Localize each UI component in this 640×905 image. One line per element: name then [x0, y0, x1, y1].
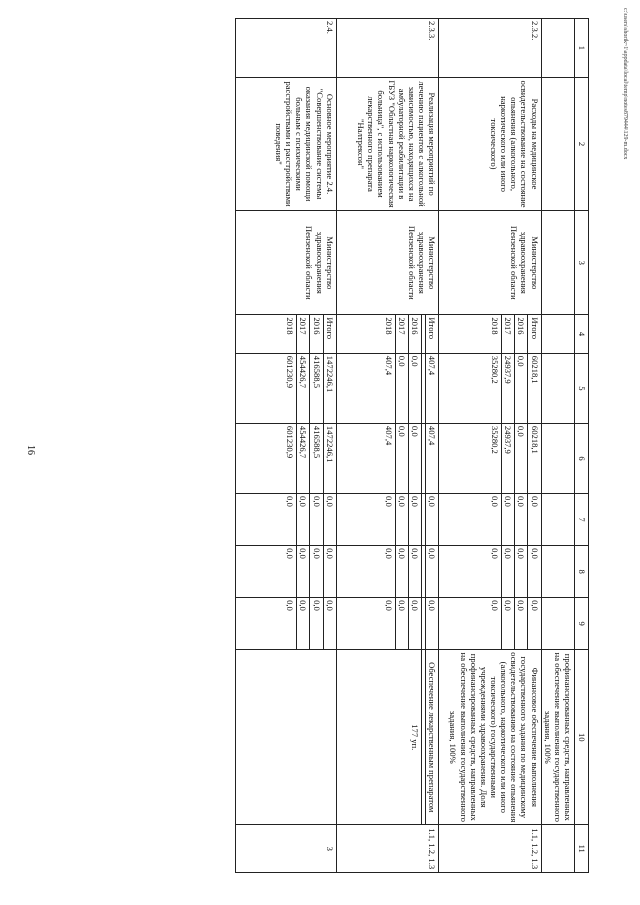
value-cell: 24937,9: [502, 423, 515, 493]
value-cell: 0,0: [297, 598, 310, 650]
value-cell: 416588,5: [310, 353, 323, 423]
value-cell: 0,0: [528, 546, 541, 598]
value-cell: 0,0: [297, 494, 310, 546]
header-col-5: 5: [575, 353, 589, 423]
value-cell: 60218,1: [528, 353, 541, 423]
value-cell: 0,0: [408, 353, 421, 423]
carry-over-indicator: профинансированных средств, направленных на обеспечение выполнения государственного задания, 100%: [541, 650, 574, 825]
row-number: 2.3.3.: [336, 19, 438, 78]
value-cell: 454426,7: [297, 423, 310, 493]
table-row: [528, 19, 541, 873]
header-col-4: 4: [575, 315, 589, 353]
value-cell: 0,0: [502, 546, 515, 598]
value-cell: 454426,7: [297, 353, 310, 423]
value-cell: 35280,2: [439, 353, 502, 423]
header-col-6: 6: [575, 423, 589, 493]
value-cell: 1472246,1: [323, 353, 336, 423]
value-cell: 0,0: [426, 598, 439, 650]
value-cell: 0,0: [310, 546, 323, 598]
header-row: [575, 19, 589, 873]
value-cell: 0,0: [336, 494, 395, 546]
year-cell: 2017: [297, 315, 310, 353]
value-cell: 0,0: [515, 546, 528, 598]
value-cell: 0,0: [236, 598, 297, 650]
value-cell: 601230,9: [236, 423, 297, 493]
measure-name: Расходы на медицинское освидетельствование на состояние опьянения (алкогольного, наркотического или иного токсического): [439, 77, 541, 210]
value-cell: 1472246,1: [323, 423, 336, 493]
value-cell: 0,0: [515, 353, 528, 423]
executor: Министерство здравоохранения Пензенской области: [236, 211, 336, 315]
header-col-7: 7: [575, 494, 589, 546]
page-number: 16: [25, 445, 36, 455]
year-cell: Итого: [426, 315, 439, 353]
year-cell: 2016: [515, 315, 528, 353]
value-cell: 0,0: [515, 494, 528, 546]
header-col-11: 11: [575, 825, 589, 873]
value-cell: 0,0: [236, 494, 297, 546]
value-cell: 0,0: [426, 546, 439, 598]
header-col-10: 10: [575, 650, 589, 825]
header-col-2: 2: [575, 77, 589, 210]
value-cell: 0,0: [310, 598, 323, 650]
program-table: [235, 18, 589, 873]
value-cell: 35280,2: [439, 423, 502, 493]
value-cell: 0,0: [395, 546, 408, 598]
table-row: [426, 19, 439, 873]
value-cell: 0,0: [297, 546, 310, 598]
value-cell: 0,0: [439, 494, 502, 546]
indicator-text: Обеспечение лекарственным препаратом: [426, 650, 439, 825]
carry-over-row: [541, 19, 574, 873]
link-cell: 1.1, 1.2, 1.3: [439, 825, 541, 873]
value-cell: 60218,1: [528, 423, 541, 493]
value-cell: 0,0: [528, 598, 541, 650]
year-cell: 2017: [395, 315, 408, 353]
file-path-footer: c:\users\shorik~1\appdata\local\temp\notes879444\129-m.docx: [622, 8, 628, 160]
row-number: 2.3.2.: [439, 19, 541, 78]
value-cell: 0,0: [515, 598, 528, 650]
header-col-9: 9: [575, 598, 589, 650]
header-col-8: 8: [575, 546, 589, 598]
year-cell: Итого: [528, 315, 541, 353]
row-number: 2.4.: [236, 19, 336, 78]
value-cell: 0,0: [502, 598, 515, 650]
value-cell: 0,0: [236, 546, 297, 598]
value-cell: 0,0: [395, 353, 408, 423]
year-cell: 2017: [502, 315, 515, 353]
indicator-text: [236, 650, 336, 825]
value-cell: 0,0: [395, 423, 408, 493]
value-cell: 0,0: [515, 423, 528, 493]
header-col-1: 1: [575, 19, 589, 78]
value-cell: 0,0: [336, 598, 395, 650]
header-col-3: 3: [575, 211, 589, 315]
value-cell: 0,0: [408, 598, 421, 650]
value-cell: 24937,9: [502, 353, 515, 423]
link-cell: 3: [236, 825, 336, 873]
value-cell: 407,4: [336, 423, 395, 493]
value-cell: 407,4: [336, 353, 395, 423]
value-cell: 407,4: [426, 423, 439, 493]
measure-name: Реализация мероприятий по лечению пациентов с алкогольной зависимостью, находящихся на амбулаторной реабилитации в ГБУЗ "Областная наркологическая больница", с использованием лекарственного препарата "Налтрексон": [336, 77, 438, 210]
value-cell: 0,0: [528, 494, 541, 546]
year-cell: 2018: [236, 315, 297, 353]
value-cell: 0,0: [323, 494, 336, 546]
year-cell: 2016: [310, 315, 323, 353]
value-cell: 0,0: [502, 494, 515, 546]
value-cell: 0,0: [439, 546, 502, 598]
value-cell: 601230,9: [236, 353, 297, 423]
value-cell: 0,0: [323, 598, 336, 650]
rotated-table-container: [85, 18, 589, 873]
measure-name: Основное мероприятие 2.4. "Совершенствование системы оказания медицинской помощи больным с психическими расстройствами и расстройствами поведения": [236, 77, 336, 210]
indicator-value: 177 уп.: [336, 650, 421, 825]
value-cell: 0,0: [395, 494, 408, 546]
value-cell: 0,0: [408, 546, 421, 598]
value-cell: 407,4: [426, 353, 439, 423]
value-cell: 0,0: [426, 494, 439, 546]
value-cell: 416588,5: [310, 423, 323, 493]
value-cell: 0,0: [408, 494, 421, 546]
indicator-text: Финансовое обеспечение выполнения государственного задания по медицинскому освидетельствованию на состояние опьянения (алкогольного, наркотического или иного токсического) государственными учреждениями здравоохранения. Доля профинансированных средств, направленных на обеспечение выполнения государственного задания, 100%: [439, 650, 541, 825]
link-cell: 1.1, 1.2, 1.3: [336, 825, 438, 873]
executor: Министерство здравоохранения Пензенской области: [439, 211, 541, 315]
year-cell: 2018: [336, 315, 395, 353]
table-row: [323, 19, 336, 873]
year-cell: 2018: [439, 315, 502, 353]
value-cell: 0,0: [310, 494, 323, 546]
year-cell: 2016: [408, 315, 421, 353]
value-cell: 0,0: [336, 546, 395, 598]
executor: Министерство здравоохранения Пензенской области: [336, 211, 438, 315]
year-cell: Итого: [323, 315, 336, 353]
value-cell: 0,0: [408, 423, 421, 493]
value-cell: 0,0: [395, 598, 408, 650]
value-cell: 0,0: [323, 546, 336, 598]
value-cell: 0,0: [439, 598, 502, 650]
